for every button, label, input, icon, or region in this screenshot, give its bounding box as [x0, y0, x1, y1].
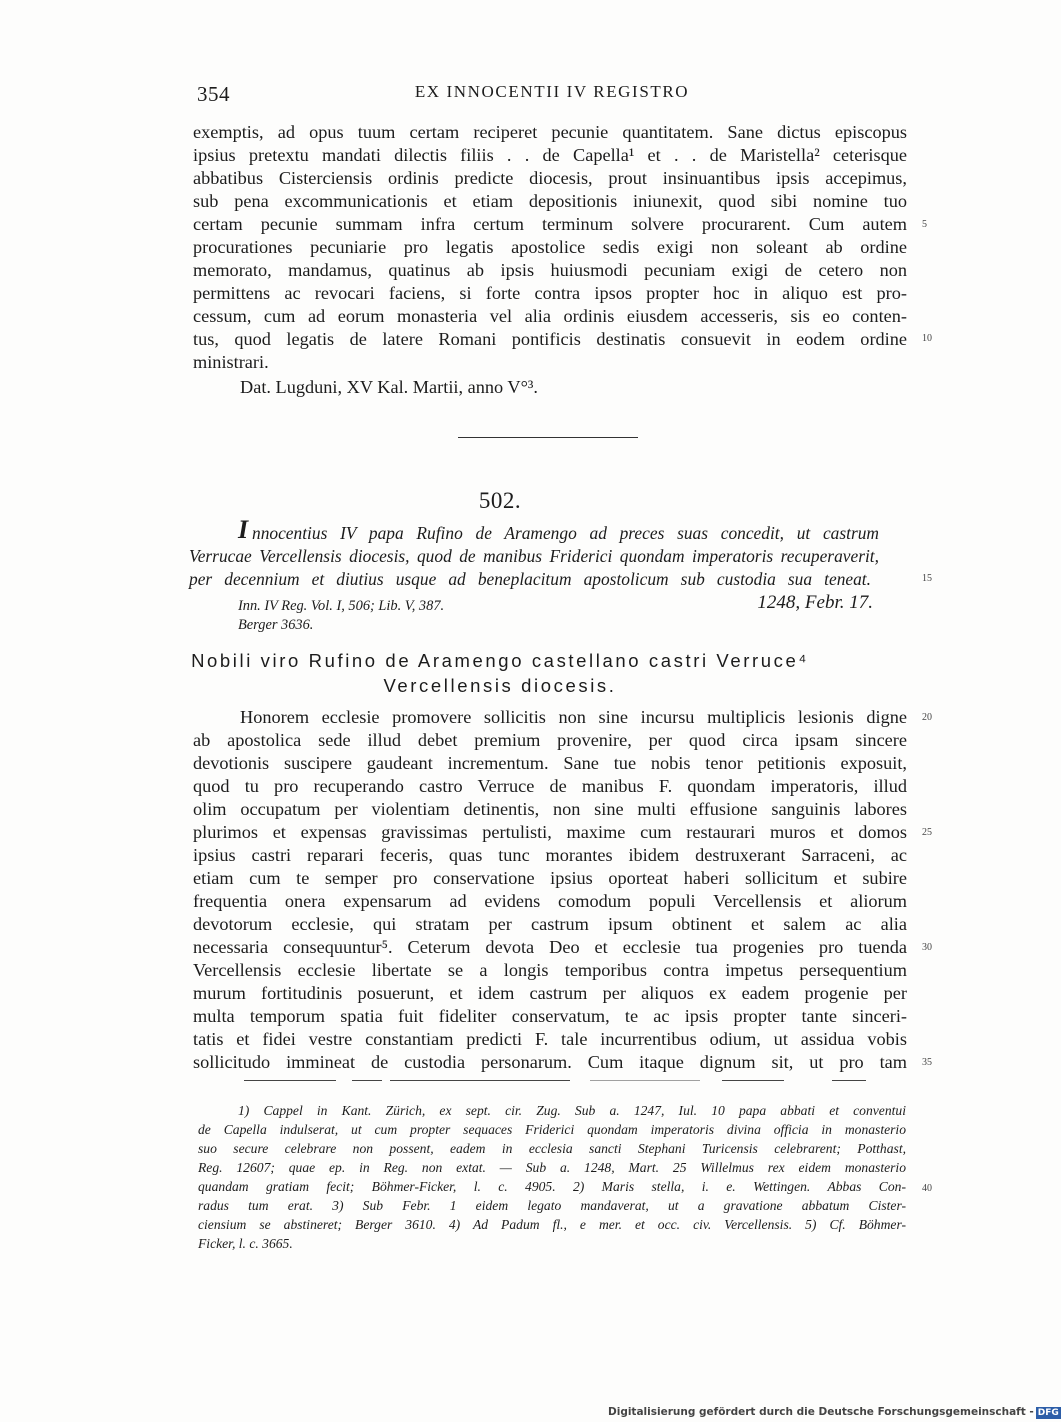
prev-letter-line: exemptis, ad opus tuum certam reciperet pecunie quantitatem. Sane dictus episcopus: [193, 122, 907, 142]
footnote-line: de Capella indulserat, ut cum propter sequaces Friderici quondam imperatoris divina officia in monasterio: [198, 1122, 906, 1137]
source-line: [238, 592, 873, 615]
footnote-rule: [352, 1080, 382, 1081]
footnote-rule: [722, 1080, 784, 1081]
body-line: sollicitudo immineat de custodia personarum. Cum itaque dignum sit, ut pro tam: [193, 1052, 907, 1072]
body-line: murum fortitudinis posuerunt, et idem castrum per aliquos ex eadem progenie per: [193, 983, 907, 1003]
prev-letter-line: sub pena excommunicationis et etiam depositionis iniunexit, quod sibi nomine tuo: [193, 191, 907, 211]
body-line: quod tu pro recuperando castro Verruce de manibus F. quondam imperatoris, illud: [193, 776, 907, 796]
page-number: 354: [197, 82, 230, 106]
body-line: necessaria consequuntur⁵. Ceterum devota Deo et ecclesie tua progenies pro tuenda: [193, 937, 907, 957]
source-reference: Inn. IV Reg. Vol. I, 506; Lib. V, 387.: [238, 598, 445, 614]
summary-line: nnocentius IV papa Rufino de Aramengo ad preces suas concedit, ut castrum: [252, 523, 879, 543]
prev-letter-line: ipsius pretextu mandati dilectis filiis . . de Capella¹ et . . de Maristella² ceterisque: [193, 145, 907, 165]
line-number: 30: [922, 942, 932, 953]
line-number: 20: [922, 712, 932, 723]
footnote-line: radus tum erat. 3) Sub Febr. 1 eidem legato mandaverat, ut a gravatione abbatum Cister-: [198, 1198, 906, 1213]
footnote-line: Reg. 12607; quae ep. in Reg. non extat. — Sub a. 1248, Mart. 25 Willelmus rex eidem monasterio: [198, 1160, 906, 1175]
letter-number: 502.: [478, 488, 522, 513]
body-line: olim occupatum per violentiam detinentis, non sine multi effusione sanguinis labores: [193, 799, 907, 819]
body-line: frequentia onera expensarum ad evidens comodum populi Vercellensis et aliorum: [193, 891, 907, 911]
prev-letter-line: tus, quod legatis de latere Romani pontificis destinatis consuevit in eodem ordine: [193, 329, 907, 349]
prev-letter-line: memorato, mandamus, quatinus ab ipsis huiusmodi pecuniam exigi de cetero non: [193, 260, 907, 280]
section-separator: [458, 437, 638, 438]
summary-line: Verrucae Vercellensis diocesis, quod de manibus Friderici quondam imperatoris recuperaverit,: [189, 546, 879, 566]
body-line: etiam cum te semper pro conservatione ipsius oporteat haberi sollicitum et subire: [193, 868, 907, 888]
line-number: 35: [922, 1057, 932, 1068]
body-line: tatis et fidei vestre constantiam predicti F. tale incurrentibus odium, ut assidua vobis: [193, 1029, 907, 1049]
dfg-logo: DFG: [1037, 1408, 1059, 1418]
footnote-line: Ficker, l. c. 3665.: [198, 1236, 293, 1251]
prev-letter-line: abbatibus Cisterciensis ordinis predicte diocesis, prout insinuantibus ipsis accepimus,: [193, 168, 907, 188]
address-line: Vercellensis diocesis.: [383, 675, 617, 696]
address-line: Nobili viro Rufino de Aramengo castellano castri Verruce⁴: [191, 650, 809, 671]
summary-line: per decennium et diutius usque ad beneplacitum apostolicum sub custodia sua teneat.: [189, 569, 871, 589]
body-line: ab apostolica sede illud debet premium provenire, per quod circa ipsam sincere: [193, 730, 907, 750]
body-line: ipsius castri reparari feceris, quas tunc morantes ibidem destruxerant Sarraceni, ac: [193, 845, 907, 865]
running-head: [197, 82, 907, 108]
prev-letter-line: procurationes pecuniarie pro legatis apostolice sedis exigi non soleant ab ordine: [193, 237, 907, 257]
line-number: 10: [922, 333, 932, 344]
line-number: 40: [922, 1183, 932, 1194]
footnote-rule: [832, 1080, 866, 1081]
prev-letter-line: permittens ac revocari faciens, si forte contra ipsos propter hoc in aliquo est pro-: [193, 283, 907, 303]
funding-note: [608, 1406, 1061, 1419]
prev-letter-line: certam pecunie summam infra certum terminum solvere procurarent. Cum autem: [193, 214, 907, 234]
body-line: Vercellensis ecclesie libertate se a longis temporibus contra impetus persequentium: [193, 960, 907, 980]
line-number: 15: [922, 573, 932, 584]
footnote-rule: [390, 1080, 570, 1081]
footnote-line: quandam gratiam fecit; Böhmer-Ficker, l. c. 4905. 2) Maris stella, i. e. Wettingen. Abbas Con-: [198, 1179, 906, 1194]
footnote-line: 1) Cappel in Kant. Zürich, ex sept. cir. Zug. Sub a. 1247, Iul. 10 papa abbati et conventui: [238, 1103, 906, 1118]
source-line-berger: Berger 3636.: [238, 617, 314, 633]
footnote-rule: [590, 1080, 700, 1081]
running-title: EX INNOCENTII IV REGISTRO: [414, 82, 690, 101]
prev-letter-line: cessum, cum ad eorum monasteria vel alia ordinis eiusdem accesseris, sis eo conten-: [193, 306, 907, 326]
body-line: multa temporum spatia fuit fideliter conservatum, te ac ipsis propter tante sinceri-: [193, 1006, 907, 1026]
body-line: plurimos et expensas gravissimas pertulisti, maxime cum restaurari muros et domos: [193, 822, 907, 842]
letter-date: 1248, Febr. 17.: [757, 592, 873, 613]
line-number: 5: [922, 219, 927, 230]
footnote-line: suo secure celebrare non possent, eadem in ecclesia sancti Stephani Turicensis celebrarent; Potthast,: [198, 1141, 906, 1156]
body-line: devotionis suscipere gaudeant incrementum. Sane tue nobis tenor petitionis exposuit,: [193, 753, 907, 773]
prev-letter-dating: Dat. Lugduni, XV Kal. Martii, anno V°³.: [240, 377, 538, 397]
body-line: Honorem ecclesie promovere sollicitis non sine incursu multiplicis lesionis digne: [240, 707, 907, 727]
line-number: 25: [922, 827, 932, 838]
body-line: devotorum ecclesie, qui stratam per castrum ipsum obtinent et salem ac alia: [193, 914, 907, 934]
funding-text: Digitalisierung gefördert durch die Deutsche Forschungsgemeinschaft -: [608, 1406, 1034, 1418]
footnote-line: ciensium se abstineret; Berger 3610. 4) Ad Padum fl., e mer. et occ. civ. Vercellensis. 5) Cf. Böhmer-: [198, 1217, 906, 1232]
footnote-rule: [244, 1080, 336, 1081]
prev-letter-line: ministrari.: [193, 352, 269, 372]
summary-initial: I: [238, 515, 249, 544]
